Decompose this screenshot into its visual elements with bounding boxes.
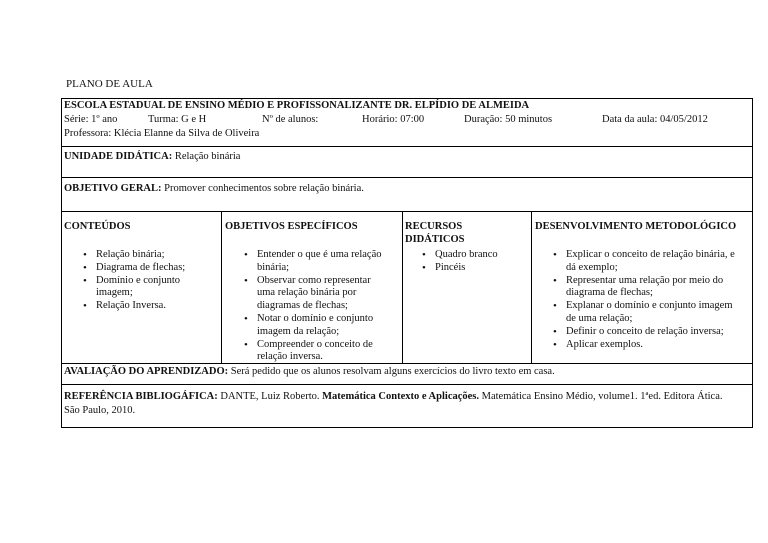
row-divider: [61, 146, 753, 147]
unidade-didatica: [64, 150, 240, 164]
bullet-icon: •: [553, 325, 557, 338]
bullet-icon: •: [83, 261, 87, 274]
desenvolvimento-item-line: [566, 287, 735, 300]
desenvolvimento-item-text: Definir o conceito de relação inversa;: [566, 325, 724, 337]
referencia-line-2: São Paulo, 2010.: [64, 405, 136, 416]
referencia: [64, 390, 722, 404]
conteudos-item-line: [83, 300, 185, 313]
objetivos-item-text: Compreender o conceito de: [257, 338, 373, 350]
conteudos-item-line: [96, 287, 185, 300]
row-divider: [61, 384, 753, 385]
unidade-value: Relação binária: [172, 151, 241, 162]
row-divider: [61, 363, 753, 364]
desenvolvimento-item-text: Aplicar exemplos.: [566, 338, 643, 350]
referencia-label: REFERÊNCIA BIBLIOGÁFICA:: [64, 391, 218, 402]
objetivos-item-text: imagem da relação;: [257, 325, 340, 337]
avaliacao-value: Será pedido que os alunos resolvam alguns exercícios do livro texto em casa.: [228, 366, 555, 377]
desenvolvimento-item-text: diagrama de flechas;: [566, 287, 653, 299]
column-divider: [531, 211, 532, 363]
conteudos-list: [83, 249, 186, 313]
desenvolvimento-item-text: Explanar o domínio e conjunto imagem: [566, 300, 733, 312]
objetivos-item-line: [257, 326, 381, 339]
recursos-list: [422, 249, 498, 275]
column-divider: [221, 211, 222, 363]
bullet-icon: •: [244, 338, 248, 351]
col-header-desenvolvimento: DESENVOLVIMENTO METODOLÓGICO: [535, 221, 737, 232]
bullet-icon: •: [422, 249, 426, 261]
referencia-text-1: DANTE, Luiz Roberto.: [217, 391, 323, 402]
bullet-icon: •: [553, 300, 557, 313]
objetivos-item-text: Observar como representar: [257, 274, 371, 286]
conteudos-item-line: [83, 261, 186, 275]
objetivos-item-line: [257, 351, 381, 364]
objetivos-list: [244, 249, 382, 364]
bullet-icon: •: [244, 274, 248, 287]
desenvolvimento-item-line: [566, 262, 735, 275]
horario-field: Horário: 07:00: [362, 114, 425, 125]
col-header-objetivos: OBJETIVOS ESPECÍFICOS: [225, 221, 358, 232]
conteudos-item-text: Domínio e conjunto: [96, 274, 180, 286]
objetivos-item-text: Entender o que é uma relação: [257, 249, 382, 260]
referencia-text-2: Matemática Ensino Médio, volume1. 1ªed. Editora Ática.: [479, 391, 723, 402]
objetivos-item-text: diagramas de flechas;: [257, 300, 348, 312]
col-header-recursos: RECURSOS: [405, 221, 463, 232]
objetivos-item-line: [257, 300, 381, 313]
conteudos-item-text: imagem;: [96, 287, 133, 299]
conteudos-item-line: [83, 274, 185, 288]
objetivo-geral: [64, 182, 364, 196]
desenvolvimento-item-line: [553, 338, 735, 352]
bullet-icon: •: [244, 249, 248, 261]
objetivos-item-text: uma relação binária por: [257, 287, 357, 299]
objetivos-item-text: binária;: [257, 261, 290, 273]
objetivos-item-line: [244, 338, 381, 352]
objetivos-item-line: [244, 274, 381, 288]
turma-field: Turma: G e H: [148, 114, 207, 125]
bullet-icon: •: [83, 300, 87, 313]
school-name: ESCOLA ESTADUAL DE ENSINO MÉDIO E PROFISSONALIZANTE DR. ELPÍDIO DE ALMEIDA: [64, 100, 530, 111]
row-divider: [61, 211, 753, 212]
bullet-icon: •: [422, 261, 426, 274]
recursos-item-text: Pincéis: [435, 261, 466, 273]
desenvolvimento-item-text: Explicar o conceito de relação binária, e: [566, 249, 735, 260]
avaliacao: [64, 365, 555, 379]
conteudos-item-text: Relação Inversa.: [96, 300, 166, 312]
bullet-icon: •: [553, 338, 557, 351]
objetivos-item-line: [257, 262, 381, 275]
conteudos-item-text: Diagrama de flechas;: [96, 261, 186, 273]
avaliacao-label: AVALIAÇÃO DO APRENDIZADO:: [64, 366, 229, 377]
recursos-item-text: Quadro branco: [435, 249, 498, 260]
objetivo-geral-label: OBJETIVO GERAL:: [64, 183, 162, 194]
conteudos-item-line: [83, 249, 185, 262]
bullet-icon: •: [553, 274, 557, 287]
bullet-icon: •: [83, 249, 87, 261]
recursos-item-line: [422, 249, 498, 262]
objetivos-item-text: Notar o domínio e conjunto: [257, 312, 374, 324]
serie-field: Série: 1º ano: [64, 114, 118, 125]
professora-field: Professora: Klécia Elanne da Silva de Oliveira: [64, 128, 260, 139]
objetivo-geral-value: Promover conhecimentos sobre relação binária.: [161, 183, 364, 194]
data-field: Data da aula: 04/05/2012: [602, 114, 708, 125]
desenvolvimento-item-line: [553, 300, 735, 313]
bullet-icon: •: [553, 249, 557, 261]
objetivos-item-line: [244, 312, 381, 326]
col-header-recursos-2: DIDÁTICOS: [405, 234, 465, 245]
objetivos-item-line: [257, 287, 381, 300]
conteudos-item-text: Relação binária;: [96, 249, 165, 260]
alunos-field: Nº de alunos:: [262, 114, 319, 125]
desenvolvimento-item-text: Representar uma relação por meio do: [566, 274, 724, 286]
referencia-book-title: Matemática Contexto e Aplicações.: [322, 391, 480, 402]
recursos-item-line: [422, 261, 498, 275]
objetivos-item-line: [244, 249, 382, 262]
bullet-icon: •: [244, 312, 248, 325]
duracao-field: Duração: 50 minutos: [464, 114, 553, 125]
desenvolvimento-item-line: [566, 313, 735, 326]
desenvolvimento-item-line: [553, 274, 735, 288]
desenvolvimento-item-text: de uma relação;: [566, 312, 633, 324]
unidade-label: UNIDADE DIDÁTICA:: [64, 151, 173, 162]
desenvolvimento-item-text: dá exemplo;: [566, 261, 618, 273]
row-divider: [61, 177, 753, 178]
objetivos-item-text: relação inversa.: [257, 351, 323, 363]
desenvolvimento-item-line: [553, 325, 735, 339]
desenvolvimento-item-line: [553, 249, 735, 262]
col-header-conteudos: CONTEÚDOS: [64, 221, 131, 232]
column-divider: [402, 211, 403, 363]
bullet-icon: •: [83, 274, 87, 287]
page-title: PLANO DE AULA: [66, 78, 153, 90]
desenvolvimento-list: [553, 249, 735, 351]
